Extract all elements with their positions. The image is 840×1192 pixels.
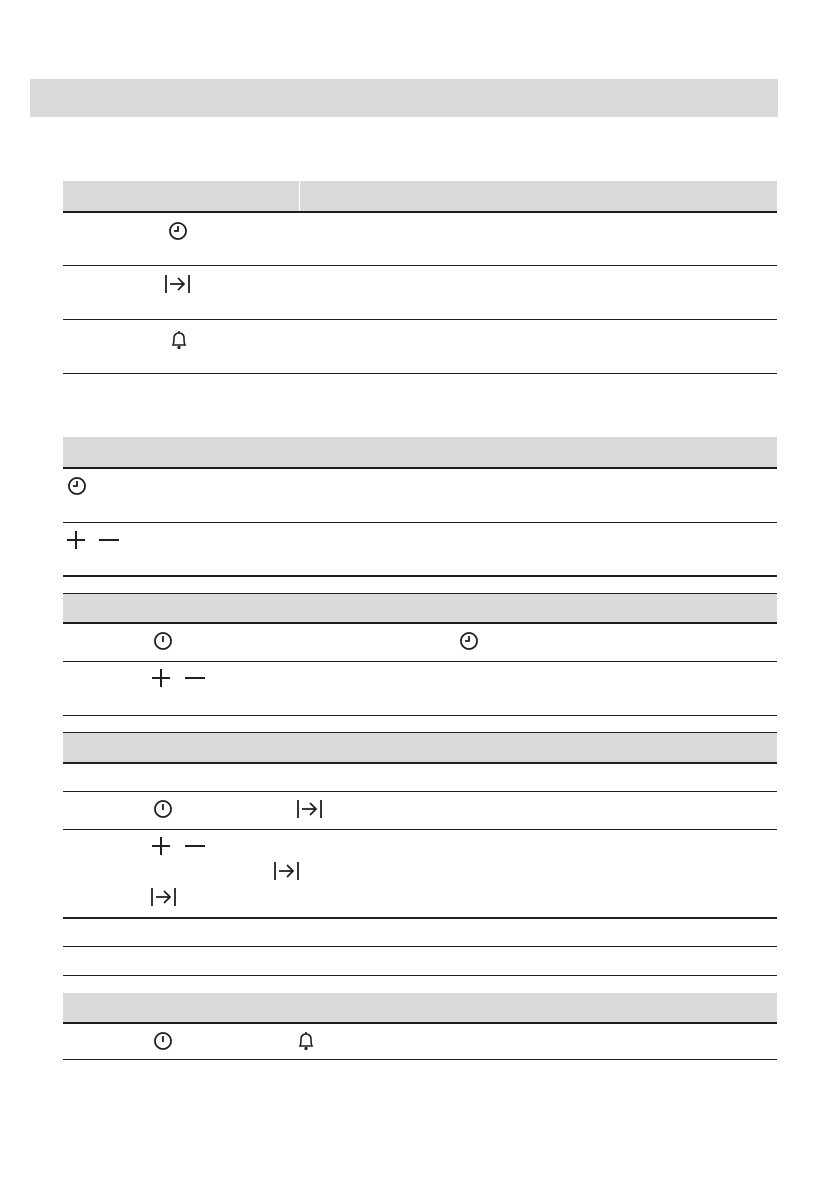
plus-icon — [151, 836, 171, 856]
row-divider — [63, 829, 777, 830]
plus-icon — [66, 530, 86, 550]
arrow-to-bar-icon — [164, 274, 192, 294]
table-4-bottom-rule — [63, 917, 777, 919]
table-2-header-rule — [63, 467, 777, 469]
table-2-header — [63, 437, 777, 468]
minus-icon — [184, 836, 206, 856]
power-icon — [153, 799, 173, 819]
table-3-header-rule — [63, 622, 777, 624]
table-5-header — [63, 993, 777, 1022]
table-5-bottom-rule — [63, 1059, 777, 1060]
arrow-to-bar-icon — [150, 887, 178, 907]
page-title-bar — [30, 79, 778, 117]
table-2-bottom-rule — [63, 575, 777, 577]
plus-icon — [151, 668, 171, 688]
row-divider — [63, 946, 777, 947]
table-3-bottom-rule — [63, 715, 777, 716]
table-1-bottom-rule — [63, 373, 777, 374]
minus-icon — [184, 668, 206, 688]
row-divider — [63, 791, 777, 792]
table-3-header — [63, 594, 777, 623]
row-divider — [63, 522, 777, 523]
table-1-header-divider — [299, 181, 300, 212]
power-icon — [153, 1031, 173, 1051]
table-4-header-rule — [63, 762, 777, 764]
row-divider — [63, 265, 777, 266]
clock-icon — [67, 476, 87, 496]
clock-icon — [459, 631, 479, 651]
table-1-header — [63, 181, 777, 212]
table-1-header-rule — [63, 211, 777, 213]
arrow-to-bar-icon — [296, 799, 324, 819]
power-icon — [153, 631, 173, 651]
row-divider — [63, 661, 777, 662]
row-divider — [63, 319, 777, 320]
row-divider — [63, 975, 777, 976]
clock-icon — [168, 221, 188, 241]
arrow-to-bar-icon — [273, 861, 301, 881]
bell-icon — [297, 1031, 315, 1051]
table-4-header — [63, 733, 777, 762]
minus-icon — [98, 530, 120, 550]
table-5-header-rule — [63, 1022, 777, 1024]
bell-icon — [170, 330, 188, 350]
